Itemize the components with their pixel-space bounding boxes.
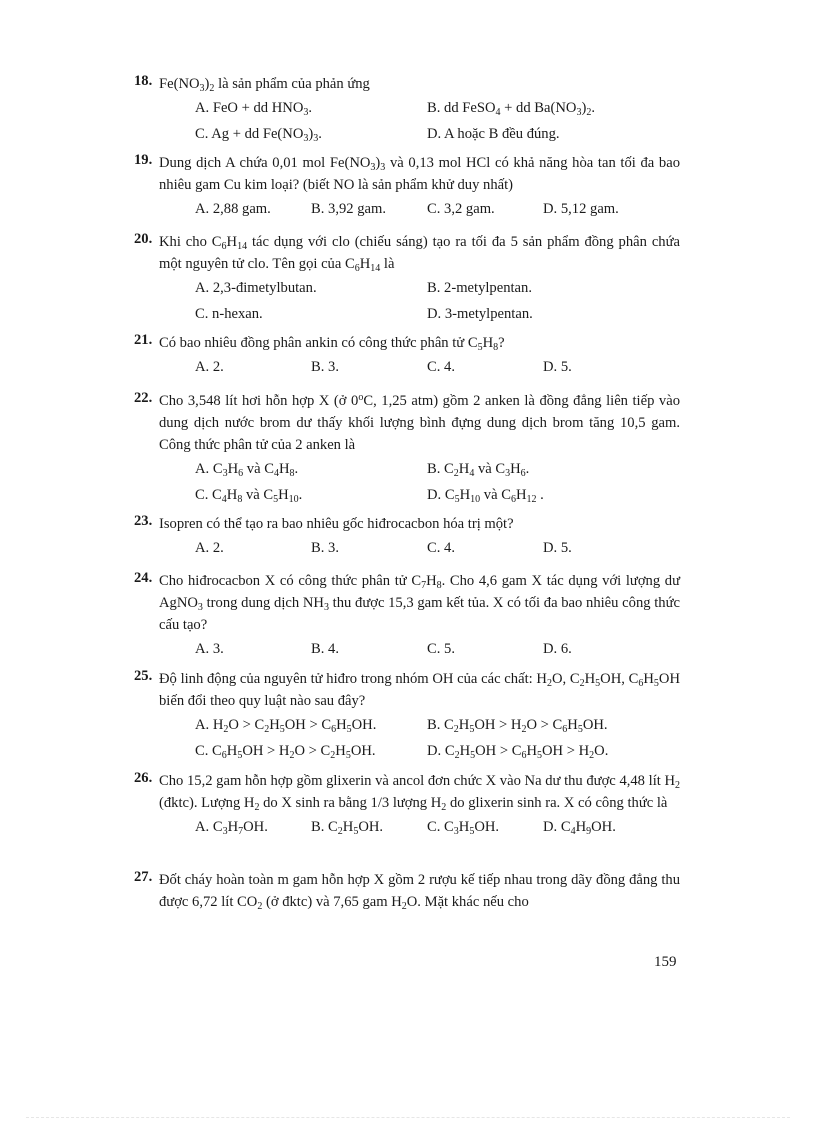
answer-option: C. $C_4H_8$ và $C_5H_{10}$. — [195, 487, 303, 505]
answer-option: D. 6. — [543, 641, 572, 657]
question-26 — [134, 770, 680, 840]
answer-option: B. 4. — [311, 641, 339, 657]
question-text: Dung dịch A chứa 0,01 mol $Fe(NO_3)_3$ và 0,13 mol HCl có khả năng hòa tan tối đa bao nhiêu gam Cu kim loại? (biết NO là sản phẩm khử duy nhất) — [159, 155, 680, 193]
question-number: 27. — [134, 869, 153, 885]
question-text: Độ linh động của nguyên tử hiđro trong nhóm OH của các chất: $H_2O$, $C_2H_5OH$, $C_6H_5OH$ biến đổi theo quy luật nào sau đây? — [159, 671, 680, 709]
question-23 — [134, 513, 680, 561]
answer-option: B. 3,92 gam. — [311, 201, 386, 217]
answer-options — [195, 482, 680, 508]
answer-option: B. 3. — [311, 540, 339, 556]
question-24 — [134, 570, 680, 662]
question-22 — [134, 390, 680, 508]
question-18 — [134, 73, 680, 147]
answer-option: C. 5. — [427, 641, 455, 657]
answer-option: B. $C_2H_4$ và $C_3H_6$. — [427, 461, 530, 479]
question-number: 26. — [134, 770, 153, 786]
answer-option: B. $C_2H_5OH$. — [311, 819, 384, 837]
answer-option: D. 5,12 gam. — [543, 201, 619, 217]
question-number: 20. — [134, 231, 153, 247]
answer-option: D. A hoặc B đều đúng. — [427, 126, 560, 142]
answer-options — [195, 95, 680, 121]
question-text: Có bao nhiêu đồng phân ankin có công thức phân tử $C_5H_8$? — [159, 335, 505, 353]
answer-options — [195, 196, 680, 222]
answer-option: A. $C_3H_6$ và $C_4H_8$. — [195, 461, 299, 479]
answer-option: A. $C_3H_7OH$. — [195, 819, 268, 837]
answer-options — [195, 535, 680, 561]
answer-option: D. 5. — [543, 540, 572, 556]
answer-option: A. 2,88 gam. — [195, 201, 271, 217]
question-text: Đốt cháy hoàn toàn m gam hỗn hợp X gồm 2 rượu kế tiếp nhau trong dãy đồng đẳng thu được 6,72 lít $CO_2$ (ở đktc) và 7,65 gam $H_2O$. Mặt khác nếu cho — [159, 872, 680, 912]
answer-option: B. 3. — [311, 359, 339, 375]
footer-divider — [26, 1117, 790, 1118]
answer-options — [195, 712, 680, 738]
answer-option: D. $C_4H_9OH$. — [543, 819, 616, 837]
answer-option: A. $H_2O > C_2H_5OH > C_6H_5OH$. — [195, 717, 377, 735]
question-text: Cho hiđrocacbon X có công thức phân tử $C_7H_8$. Cho 4,6 gam X tác dụng với lượng dư AgNO$_3$ trong dung dịch $NH_3$ thu được 15,3 gam kết tủa. X có tối đa bao nhiêu công thức cấu tạo? — [159, 573, 680, 633]
answer-option: D. 5. — [543, 359, 572, 375]
answer-options — [195, 738, 680, 764]
answer-options — [195, 814, 680, 840]
answer-option: A. 3. — [195, 641, 224, 657]
question-number: 19. — [134, 152, 153, 168]
answer-option: A. 2. — [195, 540, 224, 556]
answer-option: A. 2,3-đimetylbutan. — [195, 280, 317, 296]
question-21 — [134, 332, 680, 380]
answer-option: C. $C_3H_5OH$. — [427, 819, 500, 837]
answer-option: D. 3-metylpentan. — [427, 306, 533, 322]
question-25 — [134, 668, 680, 764]
answer-option: B. 2-metylpentan. — [427, 280, 532, 296]
question-number: 22. — [134, 390, 153, 406]
answer-options — [195, 354, 680, 380]
question-text: Cho 3,548 lít hơi hỗn hợp X (ở 0$^o$C, 1,25 atm) gồm 2 anken là đồng đẳng liên tiếp vào dung dịch nước brom dư thấy khối lượng bình đựng dung dịch brom tăng 10,5 gam. Công thức phân tử của 2 anken là — [159, 392, 681, 453]
question-text: Isopren có thể tạo ra bao nhiêu gốc hiđrocacbon hóa trị một? — [159, 516, 514, 532]
question-number: 21. — [134, 332, 153, 348]
question-20 — [134, 231, 680, 327]
question-text: $Fe(NO_3)_2$ là sản phẩm của phản ứng — [159, 76, 370, 94]
answer-option: B. $C_2H_5OH > H_2O > C_6H_5OH$. — [427, 717, 608, 735]
page-number: 159 — [654, 954, 677, 970]
answer-options — [195, 275, 680, 301]
question-19 — [134, 152, 680, 222]
answer-options — [195, 301, 680, 327]
answer-option: C. 3,2 gam. — [427, 201, 495, 217]
question-number: 18. — [134, 73, 153, 89]
question-27 — [134, 869, 680, 913]
answer-option: B. dd FeSO$_4$ + dd $Ba(NO_3)_2$. — [427, 100, 595, 118]
answer-option: D. $C_5H_{10}$ và $C_6H_{12}$ . — [427, 487, 544, 505]
answer-option: C. 4. — [427, 540, 455, 556]
answer-option: C. 4. — [427, 359, 455, 375]
answer-options — [195, 636, 680, 662]
answer-options — [195, 456, 680, 482]
question-number: 25. — [134, 668, 153, 684]
question-number: 24. — [134, 570, 153, 586]
answer-options — [195, 121, 680, 147]
question-text: Khi cho $C_6H_{14}$ tác dụng với clo (chiếu sáng) tạo ra tối đa 5 sản phẩm đồng phân chứa một nguyên tử clo. Tên gọi của $C_6H_{14}$ là — [159, 234, 680, 274]
answer-option: A. 2. — [195, 359, 224, 375]
answer-option: D. $C_2H_5OH > C_6H_5OH > H_2O$. — [427, 743, 609, 761]
answer-option: C. n-hexan. — [195, 306, 263, 322]
answer-option: C. $C_6H_5OH > H_2O > C_2H_5OH$. — [195, 743, 376, 761]
answer-option: C. Ag + dd $Fe(NO_3)_3$. — [195, 126, 322, 144]
answer-option: A. FeO + dd $HNO_3$. — [195, 100, 313, 118]
question-text: Cho 15,2 gam hỗn hợp gồm glixerin và ancol đơn chức X vào Na dư thu được 4,48 lít $H_2$ (đktc). Lượng $H_2$ do X sinh ra bằng 1/3 lượng $H_2$ do glixerin sinh ra. X có công thức là — [159, 773, 680, 813]
question-number: 23. — [134, 513, 153, 529]
